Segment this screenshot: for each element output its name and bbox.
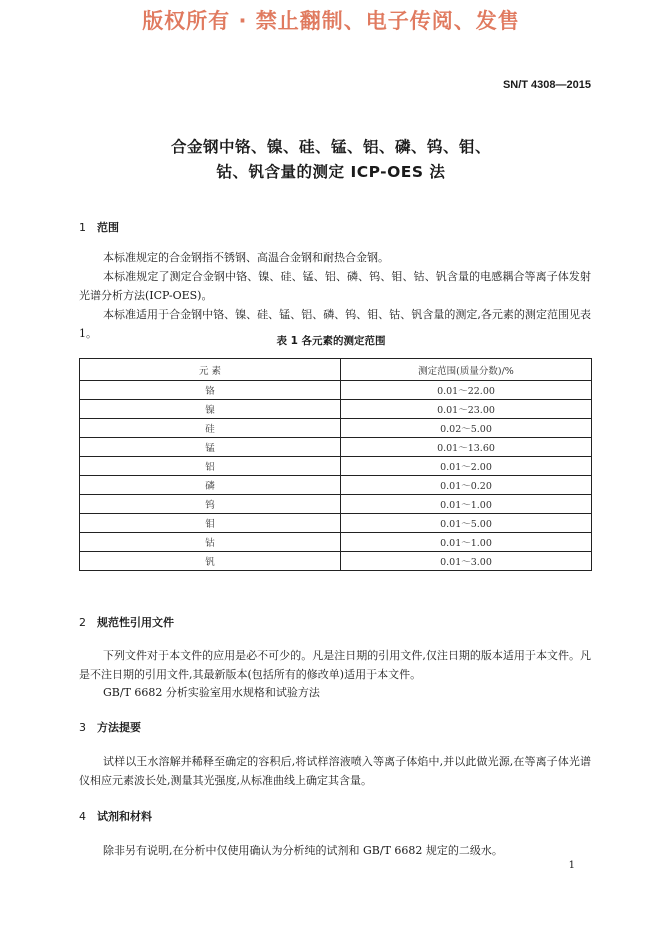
table-row [80,419,592,438]
section-title: 方法提要 [97,721,141,734]
range-cell: 0.01～1.00 [341,495,592,514]
table-row [80,514,592,533]
section-title: 试剂和材料 [97,810,152,823]
element-cell: 铝 [80,457,341,476]
header-element: 元 素 [80,359,341,381]
normative-reference: GB/T 6682 分析实验室用水规格和试验方法 [103,686,320,699]
section-1-paragraph-1: 本标准规定的合金钢指不锈钢、高温合金钢和耐热合金钢。 [103,251,389,264]
table-row [80,381,592,400]
section-1-heading [79,219,119,235]
table-row [80,457,592,476]
table-row [80,400,592,419]
range-cell: 0.01～1.00 [341,533,592,552]
section-number: 1 [79,221,86,234]
range-cell: 0.01～13.60 [341,438,592,457]
section-number: 2 [79,616,86,629]
table-header-row [80,359,592,381]
element-cell: 钼 [80,514,341,533]
element-range-table [79,358,592,571]
section-title: 范围 [97,221,119,234]
section-number: 4 [79,810,86,823]
element-cell: 硅 [80,419,341,438]
range-cell: 0.01～22.00 [341,381,592,400]
table-1-caption: 表 1 各元素的测定范围 [276,335,386,347]
copyright-banner: 版权所有 · 禁止翻制、电子传阅、发售 [142,9,520,33]
table-row [80,495,592,514]
range-cell: 0.01～3.00 [341,552,592,571]
standard-code: SN/T 4308—2015 [502,79,591,91]
section-2-heading [79,614,174,630]
table-row [80,438,592,457]
document-title-line-2: 钴、钒含量的测定 ICP-OES 法 [216,163,446,181]
table-row [80,476,592,495]
header-range: 测定范围(质量分数)/% [341,359,592,381]
table-row [80,533,592,552]
section-3-paragraph-1: 试样以王水溶解并稀释至确定的容积后,将试样溶液喷入等离子体焰中,并以此做光源,在等离子体光谱仪相应元素波长处,测量其光强度,从标准曲线上确定其含量。 [79,755,591,787]
section-4-heading [79,808,152,824]
section-2-paragraph-1: 下列文件对于本文件的应用是必不可少的。凡是注日期的引用文件,仅注日期的版本适用于本文件。凡是不注日期的引用文件,其最新版本(包括所有的修改单)适用于本文件。 [79,649,591,681]
section-title: 规范性引用文件 [97,616,174,629]
page-number: 1 [568,860,575,871]
section-1-paragraph-3: 本标准适用于合金钢中铬、镍、硅、锰、铝、磷、钨、钼、钴、钒含量的测定,各元素的测定范围见表 1。 [79,308,591,340]
element-cell: 镍 [80,400,341,419]
document-title-line-1: 合金钢中铬、镍、硅、锰、铝、磷、钨、钼、 [170,138,491,156]
section-1-paragraph-2: 本标准规定了测定合金钢中铬、镍、硅、锰、铝、磷、钨、钼、钴、钒含量的电感耦合等离子体发射光谱分析方法(ICP-OES)。 [79,270,591,302]
element-cell: 钴 [80,533,341,552]
element-cell: 锰 [80,438,341,457]
range-cell: 0.02～5.00 [341,419,592,438]
element-cell: 铬 [80,381,341,400]
section-4-paragraph-1: 除非另有说明,在分析中仅使用确认为分析纯的试剂和 GB/T 6682 规定的二级水。 [103,844,503,857]
range-cell: 0.01～23.00 [341,400,592,419]
section-3-heading [79,719,141,735]
element-cell: 磷 [80,476,341,495]
section-number: 3 [79,721,86,734]
range-cell: 0.01～0.20 [341,476,592,495]
range-cell: 0.01～5.00 [341,514,592,533]
element-cell: 钒 [80,552,341,571]
range-cell: 0.01～2.00 [341,457,592,476]
table-row [80,552,592,571]
element-cell: 钨 [80,495,341,514]
